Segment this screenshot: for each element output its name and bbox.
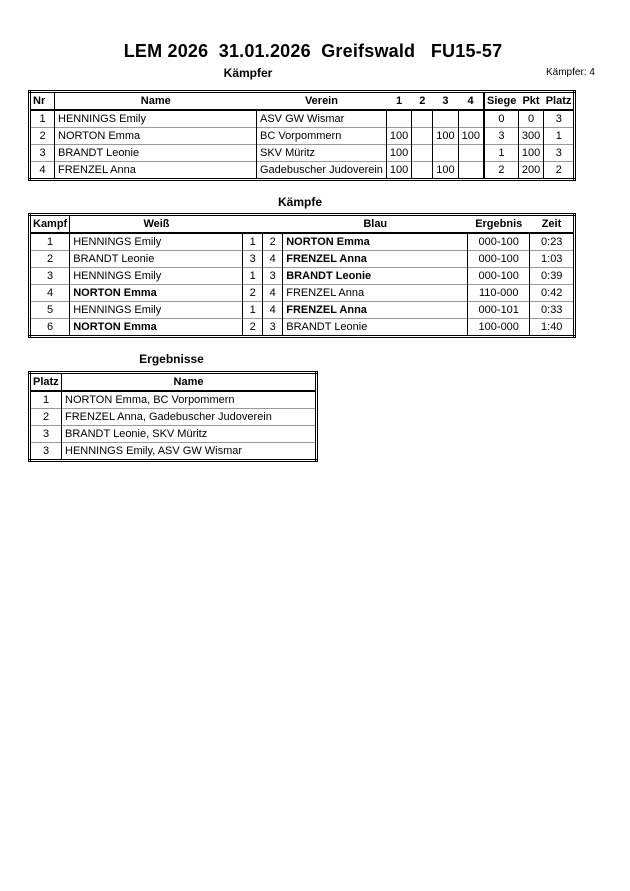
kaempfe-table-body: [30, 233, 575, 337]
kaempfer-section-title: Kämpfer: [223, 66, 273, 80]
fighter-count-label: Kämpfer: 4: [546, 67, 595, 78]
table-row: [30, 443, 317, 461]
cell-round-4: [458, 162, 484, 180]
kaempfer-table: [28, 90, 576, 181]
cell-weiss: NORTON Emma: [70, 319, 243, 337]
column-header-platz: Platz: [544, 92, 575, 111]
column-header-round-1: 1: [386, 92, 411, 111]
table-row: [30, 319, 575, 337]
cell-round-2: [412, 128, 433, 145]
cell-weiss: HENNINGS Emily: [70, 302, 243, 319]
cell-verein: ASV GW Wismar: [257, 110, 387, 128]
kaempfe-section-title: Kämpfe: [277, 195, 322, 209]
cell-name: NORTON Emma, BC Vorpommern: [62, 391, 317, 409]
header-row: [30, 373, 317, 392]
table-row: [30, 128, 575, 145]
cell-platz: 2: [544, 162, 575, 180]
column-header-weiss: Weiß: [70, 215, 243, 234]
cell-round-3: 100: [433, 128, 458, 145]
cell-weiss-nr: 2: [243, 285, 263, 302]
cell-kampf: 5: [30, 302, 70, 319]
column-header-siege: Siege: [484, 92, 518, 111]
table-row: [30, 285, 575, 302]
cell-name: HENNINGS Emily: [55, 110, 257, 128]
table-row: [30, 145, 575, 162]
header-row: [30, 215, 575, 234]
cell-name: BRANDT Leonie, SKV Müritz: [62, 426, 317, 443]
cell-round-4: 100: [458, 128, 484, 145]
cell-round-1: 100: [386, 162, 411, 180]
cell-siege: 3: [484, 128, 518, 145]
cell-platz: 1: [544, 128, 575, 145]
cell-blau: BRANDT Leonie: [283, 268, 468, 285]
column-header-name: Name: [55, 92, 257, 111]
cell-round-3: [433, 110, 458, 128]
cell-kampf: 3: [30, 268, 70, 285]
cell-verein: BC Vorpommern: [257, 128, 387, 145]
cell-kampf: 4: [30, 285, 70, 302]
table-row: [30, 302, 575, 319]
cell-blau: FRENZEL Anna: [283, 285, 468, 302]
cell-pkt: 200: [518, 162, 543, 180]
cell-pkt: 300: [518, 128, 543, 145]
header-row: [30, 92, 575, 111]
cell-ergebnis: 100-000: [468, 319, 530, 337]
cell-name: FRENZEL Anna: [55, 162, 257, 180]
ergebnisse-section-title: Ergebnisse: [139, 352, 204, 366]
cell-blau: FRENZEL Anna: [283, 251, 468, 268]
cell-platz: 3: [30, 443, 62, 461]
cell-verein: Gadebuscher Judoverein: [257, 162, 387, 180]
cell-round-1: 100: [386, 128, 411, 145]
table-row: [30, 110, 575, 128]
cell-blau: FRENZEL Anna: [283, 302, 468, 319]
column-header-round-2: 2: [412, 92, 433, 111]
table-row: [30, 426, 317, 443]
ergebnisse-table-header: [30, 373, 317, 392]
cell-pkt: 100: [518, 145, 543, 162]
cell-platz: 3: [544, 145, 575, 162]
cell-verein: SKV Müritz: [257, 145, 387, 162]
column-header-pkt: Pkt: [518, 92, 543, 111]
kaempfer-table-header: [30, 92, 575, 111]
column-header-round-3: 3: [433, 92, 458, 111]
column-header-zeit: Zeit: [530, 215, 575, 234]
cell-siege: 0: [484, 110, 518, 128]
cell-kampf: 6: [30, 319, 70, 337]
table-row: [30, 233, 575, 251]
cell-round-3: [433, 145, 458, 162]
cell-blau-nr: 2: [263, 233, 283, 251]
cell-weiss-nr: 3: [243, 251, 263, 268]
column-header-platz: Platz: [30, 373, 62, 392]
cell-zeit: 0:42: [530, 285, 575, 302]
cell-round-1: 100: [386, 145, 411, 162]
cell-name: NORTON Emma: [55, 128, 257, 145]
cell-platz: 1: [30, 391, 62, 409]
cell-weiss-nr: 2: [243, 319, 263, 337]
cell-blau-nr: 4: [263, 302, 283, 319]
column-header-kampf: Kampf: [30, 215, 70, 234]
cell-platz: 2: [30, 409, 62, 426]
cell-zeit: 0:33: [530, 302, 575, 319]
table-row: [30, 251, 575, 268]
cell-siege: 1: [484, 145, 518, 162]
cell-platz: 3: [544, 110, 575, 128]
cell-blau: BRANDT Leonie: [283, 319, 468, 337]
cell-round-4: [458, 145, 484, 162]
column-header-blau-nr: [263, 215, 283, 234]
cell-blau-nr: 4: [263, 285, 283, 302]
cell-weiss-nr: 1: [243, 233, 263, 251]
cell-ergebnis: 000-101: [468, 302, 530, 319]
cell-kampf: 2: [30, 251, 70, 268]
kaempfe-table: [28, 213, 576, 338]
column-header-nr: Nr: [30, 92, 55, 111]
cell-siege: 2: [484, 162, 518, 180]
cell-nr: 1: [30, 110, 55, 128]
cell-nr: 4: [30, 162, 55, 180]
cell-weiss: BRANDT Leonie: [70, 251, 243, 268]
cell-blau-nr: 4: [263, 251, 283, 268]
table-row: [30, 162, 575, 180]
kaempfe-table-header: [30, 215, 575, 234]
cell-round-2: [412, 110, 433, 128]
cell-weiss-nr: 1: [243, 302, 263, 319]
table-row: [30, 391, 317, 409]
cell-weiss: NORTON Emma: [70, 285, 243, 302]
column-header-blau: Blau: [283, 215, 468, 234]
cell-name: FRENZEL Anna, Gadebuscher Judoverein: [62, 409, 317, 426]
cell-nr: 3: [30, 145, 55, 162]
cell-round-2: [412, 145, 433, 162]
cell-zeit: 0:39: [530, 268, 575, 285]
kaempfer-table-body: [30, 110, 575, 180]
cell-zeit: 0:23: [530, 233, 575, 251]
cell-ergebnis: 110-000: [468, 285, 530, 302]
cell-platz: 3: [30, 426, 62, 443]
ergebnisse-table: [28, 371, 318, 462]
cell-round-2: [412, 162, 433, 180]
cell-nr: 2: [30, 128, 55, 145]
cell-pkt: 0: [518, 110, 543, 128]
cell-zeit: 1:40: [530, 319, 575, 337]
column-header-round-4: 4: [458, 92, 484, 111]
column-header-verein: Verein: [257, 92, 387, 111]
column-header-ergebnis: Ergebnis: [468, 215, 530, 234]
cell-name: HENNINGS Emily, ASV GW Wismar: [62, 443, 317, 461]
cell-blau-nr: 3: [263, 268, 283, 285]
cell-weiss: HENNINGS Emily: [70, 233, 243, 251]
cell-ergebnis: 000-100: [468, 233, 530, 251]
cell-zeit: 1:03: [530, 251, 575, 268]
cell-ergebnis: 000-100: [468, 251, 530, 268]
column-header-weiss-nr: [243, 215, 263, 234]
cell-weiss: HENNINGS Emily: [70, 268, 243, 285]
cell-name: BRANDT Leonie: [55, 145, 257, 162]
page-title: LEM 2026 31.01.2026 Greifswald FU15-57: [123, 41, 503, 61]
cell-round-4: [458, 110, 484, 128]
table-row: [30, 409, 317, 426]
cell-ergebnis: 000-100: [468, 268, 530, 285]
table-row: [30, 268, 575, 285]
cell-kampf: 1: [30, 233, 70, 251]
cell-round-3: 100: [433, 162, 458, 180]
cell-blau-nr: 3: [263, 319, 283, 337]
ergebnisse-table-body: [30, 391, 317, 461]
cell-blau: NORTON Emma: [283, 233, 468, 251]
cell-round-1: [386, 110, 411, 128]
cell-weiss-nr: 1: [243, 268, 263, 285]
column-header-name: Name: [62, 373, 317, 392]
